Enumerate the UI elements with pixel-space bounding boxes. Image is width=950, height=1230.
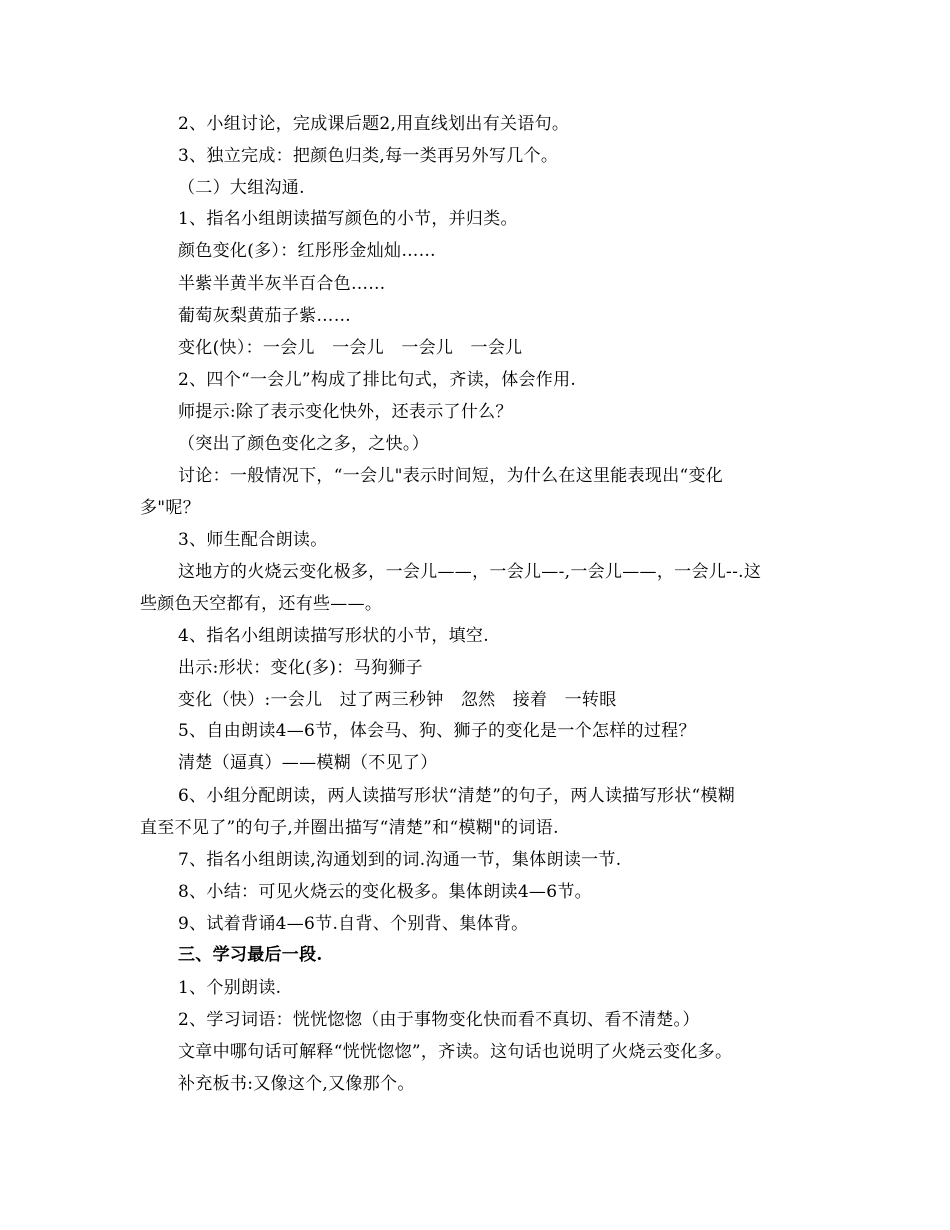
text-line: 些颜色天空都有，还有些——。: [140, 594, 383, 614]
section-heading: 三、学习最后一段.: [178, 945, 323, 965]
text-line: 1、指名小组朗读描写颜色的小节，并归类。: [178, 209, 518, 229]
text-line: 葡萄灰梨黄茄子紫……: [178, 306, 351, 326]
text-line: 补充板书:又像这个,又像那个。: [178, 1074, 415, 1094]
text-line: 半紫半黄半灰半百合色……: [178, 274, 386, 294]
text-line: 2、学习词语：恍恍惚惚（由于事物变化快而看不真切、看不清楚。）: [178, 1010, 700, 1030]
text-line: 2、小组讨论，完成课后题2,用直线划出有关语句。: [178, 114, 570, 134]
text-line: 9、试着背诵4—6节.自背、个别背、集体背。: [178, 914, 529, 934]
section-heading: （二）大组沟通.: [178, 178, 305, 198]
text-line: 2、四个“一会儿”构成了排比句式，齐读，体会作用.: [178, 370, 577, 390]
text-line: 8、小结：可见火烧云的变化极多。集体朗读4—6节。: [178, 882, 592, 902]
text-line: 变化(快）：一会儿 一会儿 一会儿 一会儿: [178, 338, 523, 358]
text-line: 7、指名小组朗读,沟通划到的词.沟通一节，集体朗读一节.: [178, 850, 622, 870]
text-line: 颜色变化(多）：红彤彤金灿灿……: [178, 241, 436, 261]
text-line: 文章中哪句话可解释“恍恍惚惚”，齐读。这句话也说明了火烧云变化多。: [178, 1042, 733, 1062]
text-line: 变化（快）:一会儿 过了两三秒钟 忽然 接着 一转眼: [178, 690, 617, 710]
text-line: 讨论：一般情况下，“一会儿"表示时间短，为什么在这里能表现出“变化: [178, 466, 724, 486]
text-line: （突出了颜色变化之多，之快。）: [178, 434, 429, 454]
text-line: 4、指名小组朗读描写形状的小节，填空.: [178, 626, 489, 646]
text-line: 6、小组分配朗读，两人读描写形状“清楚”的句子，两人读描写形状“模糊: [178, 786, 736, 806]
text-line: 师提示:除了表示变化快外，还表示了什么？: [178, 402, 513, 422]
text-line: 这地方的火烧云变化极多，一会儿——，一会儿—-,一会儿——，一会儿--.这: [178, 562, 762, 582]
text-line: 多"呢？: [140, 498, 201, 518]
text-line: 3、师生配合朗读。: [178, 530, 328, 550]
text-line: 3、独立完成：把颜色归类,每一类再另外写几个。: [178, 146, 559, 166]
text-line: 1、个别朗读.: [178, 978, 282, 998]
text-line: 出示:形状：变化(多)：马狗狮子: [178, 658, 423, 678]
text-line: 直至不见了”的句子,并圈出描写“清楚”和“模糊"的词语.: [140, 818, 559, 838]
text-line: 清楚（逼真）——模糊（不见了）: [178, 753, 438, 773]
text-line: 5、自由朗读4—6节，体会马、狗、狮子的变化是一个怎样的过程？: [178, 721, 696, 741]
